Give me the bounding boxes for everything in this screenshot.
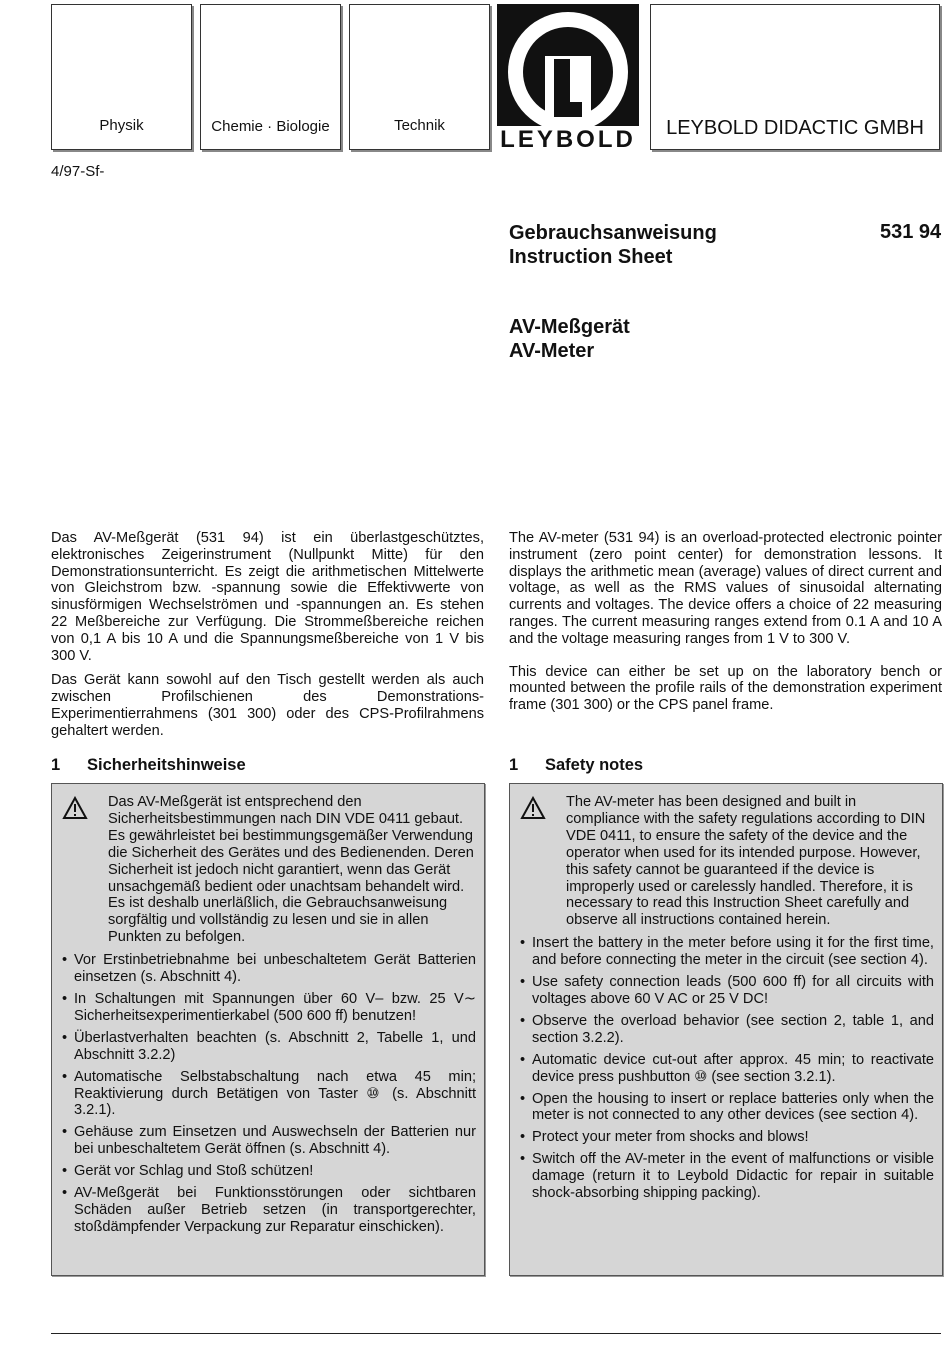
section-heading-en (509, 756, 643, 775)
intro-en (509, 530, 942, 722)
section-number: 1 (509, 756, 519, 774)
list-item: • Observe the overload behavior (see section 2, table 1, and section 3.2.2). (520, 1013, 934, 1047)
article-number: 531 94 (880, 221, 942, 243)
list-item: • Automatische Selbstabschaltung nach etwa 45 min; Reaktivierung durch Betätigen von Taster ⑩ (s. Abschnitt 3.2.1). (62, 1069, 476, 1120)
list-item: • AV-Meßgerät bei Funktionsstörungen oder sichtbaren Schäden außer Betrieb setzen (in transportgerechter, stoßdämpfender Verpackung zur Reparatur einschicken). (62, 1185, 476, 1236)
intro-paragraph: Das Gerät kann sowohl auf den Tisch gestellt werden als auch zwischen Profilschienen des Demonstrations-Experimentierrahmens (301 300) oder des CPS-Profilrahmens gehaltert werden. (51, 672, 484, 739)
logo-wordmark: LEYBOLD (500, 126, 636, 153)
safety-list-en (510, 935, 942, 1202)
warning-triangle-icon (62, 796, 88, 820)
list-item: • Gerät vor Schlag und Stoß schützen! (62, 1163, 476, 1180)
company-name: LEYBOLD DIDACTIC GMBH (666, 117, 924, 139)
warning-block (510, 784, 942, 929)
warning-text: The AV-meter has been designed and built in compliance with the safety regulations according to DIN VDE 0411, to ensure the safety of the device and the operator when used for its intended purpose. However, this safety cannot be guaranteed if the device is improperly used or carelessly handled. Therefore, it is necessary to read this Instruction Sheet carefully and observe all instructions contained herein. (566, 794, 926, 929)
intro-de (51, 530, 484, 748)
list-item: • Überlastverhalten beachten (s. Abschnitt 2, Tabelle 1, und Abschnitt 3.2.2) (62, 1030, 476, 1064)
header-box-technik (349, 4, 490, 150)
leybold-logo-mark (497, 4, 639, 126)
company-box (650, 4, 940, 150)
list-item: • In Schaltungen mit Spannungen über 60 V– bzw. 25 V∼ Sicherheitsexperimentierkabel (500 600 ff) benutzen! (62, 991, 476, 1025)
header-box-label: Physik (99, 117, 144, 134)
list-item: • Protect your meter from shocks and blows! (520, 1129, 934, 1146)
warning-triangle-icon (520, 796, 546, 820)
list-item: • Use safety connection leads (500 600 ff) for all circuits with voltages above 60 V AC or 25 V DC! (520, 974, 934, 1008)
list-item: • Insert the battery in the meter before using it for the first time, and before connecting the meter in the circuit (see section 4). (520, 935, 934, 969)
safety-box-en (509, 783, 943, 1276)
intro-paragraph: The AV-meter (531 94) is an overload-protected electronic pointer instrument (zero point center) for demonstration lessons. It displays the arithmetic mean (average) values of direct current and voltage, as well as the RMS values of sinusoidal alternating currents and voltages. The device offers a choice of 22 measuring ranges. The current measuring ranges extend from 0.1 A and 10 A and the voltage measuring ranges from 1 V to 300 V. (509, 530, 942, 647)
list-item: • Switch off the AV-meter in the event of malfunctions or visible damage (return it to Leybold Didactic for repair in suitable shock-absorbing shipping packing). (520, 1151, 934, 1202)
footer-rule (51, 1333, 941, 1334)
warning-block (52, 784, 484, 946)
safety-list-de (52, 952, 484, 1236)
leybold-logo (497, 4, 639, 153)
list-item: • Automatic device cut-out after approx. 45 min; to reactivate device press pushbutton ⑩ (see section 3.2.1). (520, 1052, 934, 1086)
warning-text: Das AV-Meßgerät ist entsprechend den Sicherheitsbestimmungen nach DIN VDE 0411 gebaut. Es gewährleistet bei bestimmungsgemäßer Verwendung die Sicherheit des Gerätes und des Bedienenden. Deren Sicherheit ist jedoch nicht garantiert, wenn das Gerät unsachgemäß bedient oder unachtsam behandelt wird. Es ist deshalb unerläßlich, die Gebrauchsanweisung sorgfältig und vollständig zu lesen und sie in allen Punkten zu befolgen. (108, 794, 474, 946)
safety-box-de (51, 783, 485, 1276)
header-box-chemie-biologie (200, 4, 341, 150)
list-item: • Vor Erstinbetriebnahme bei unbeschaltetem Gerät Batterien einsetzen (s. Abschnitt 4). (62, 952, 476, 986)
product-title-en: AV-Meter (509, 340, 595, 362)
header-box-label: Chemie · Biologie (211, 118, 330, 135)
list-item: • Open the housing to insert or replace batteries only when the meter is not connected to any other devices (see section 4). (520, 1091, 934, 1125)
header-box-label: Technik (394, 117, 445, 134)
section-heading-de (51, 756, 246, 775)
list-item: • Gehäuse zum Einsetzen und Auswechseln der Batterien nur bei unbeschaltetem Gerät öffnen (s. Abschnitt 4). (62, 1124, 476, 1158)
intro-paragraph: This device can either be set up on the laboratory bench or mounted between the profile rails of the demonstration experiment frame (301 300) or the CPS panel frame. (509, 663, 942, 714)
document-reference: 4/97-Sf- (51, 163, 105, 180)
product-title-de: AV-Meßgerät (509, 316, 630, 338)
section-title: Sicherheitshinweise (87, 756, 246, 774)
intro-paragraph: Das AV-Meßgerät (531 94) ist ein überlastgeschütztes, elektronisches Zeigerinstrument (Nullpunkt Mitte) für den Demonstrationsunterricht. Es zeigt die arithmetischen Mittelwerte von Gleichstrom bzw. -spannung sowie die Effektivwerte von sinusförmigen Wechselströmen und -spannungen an. Es stehen 22 Meßbereiche zur Verfügung. Die Strommeßbereiche reichen von 0,1 A bis 10 A und die Spannungsmeßbereiche von 1 V bis 300 V. (51, 530, 484, 664)
section-number: 1 (51, 756, 61, 774)
doc-title-de: Gebrauchsanweisung (509, 222, 717, 244)
header-box-physik (51, 4, 192, 150)
doc-title-en: Instruction Sheet (509, 246, 673, 268)
section-title: Safety notes (545, 756, 644, 774)
